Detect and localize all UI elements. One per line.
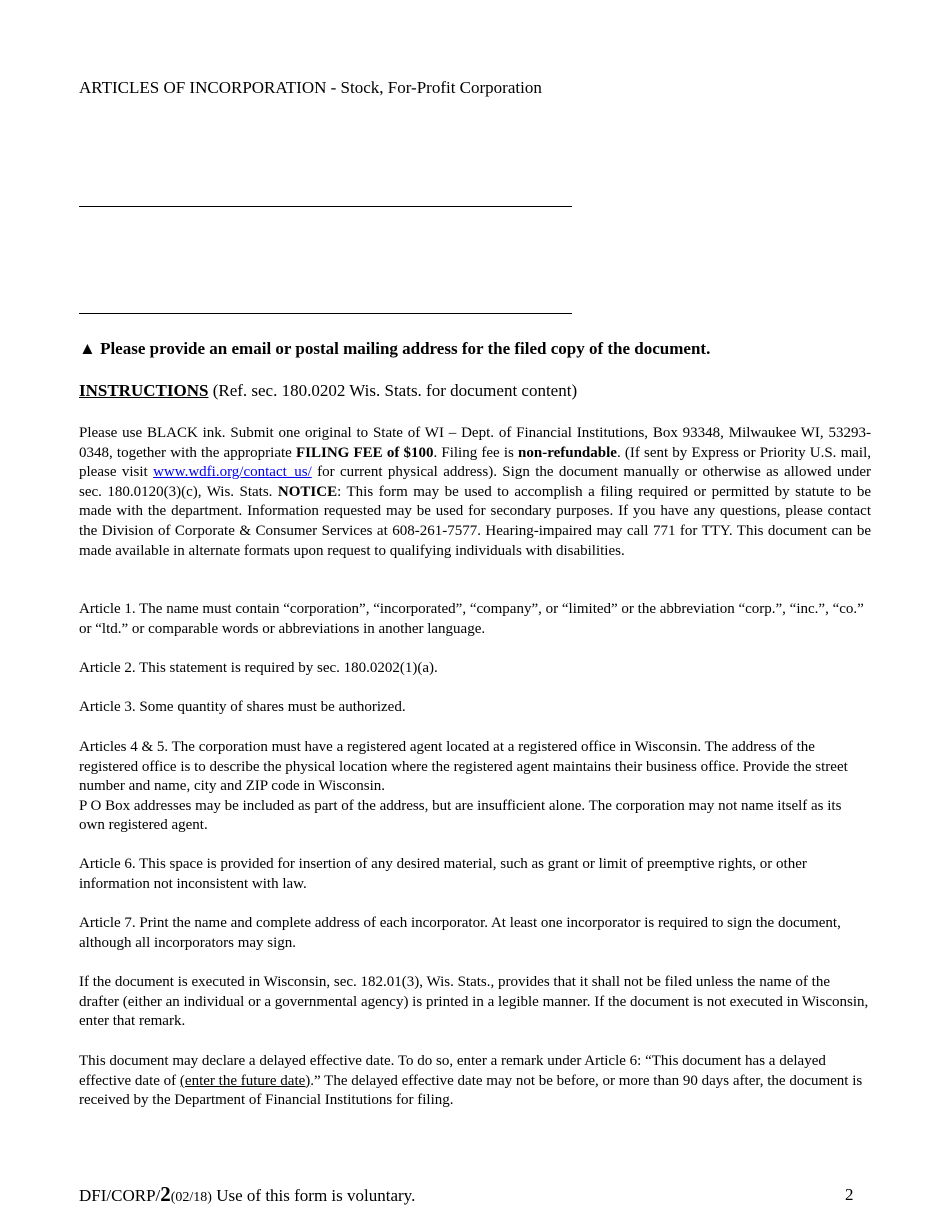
voluntary-note: Use of this form is voluntary. (211, 1186, 416, 1205)
instructions-reference: (Ref. sec. 180.0202 Wis. Stats. for document content) (212, 381, 578, 400)
mailing-notice-text: Please provide an email or postal mailing address for the filed copy of the document. (100, 339, 711, 358)
intro-text-1: Please use BLACK ink. Submit one original to State of WI – Dept. of Financial Institutions, Box 93348, Milwaukee WI, 53293-0348, together with the appropriate (79, 425, 871, 461)
document-title: ARTICLES OF INCORPORATION - Stock, For-Profit Corporation (79, 78, 542, 97)
form-id-prefix: DFI/CORP/ (79, 1186, 161, 1205)
notice-label: NOTICE (277, 483, 338, 500)
article-6-instruction: Article 6. This space is provided for insertion of any desired material, such as grant or limit of preemptive rights, or other information not inconsistent with law. (79, 856, 807, 892)
form-number: 2 (160, 1182, 171, 1206)
non-refundable-label: non-refundable (518, 444, 617, 461)
instructions-intro (79, 424, 871, 561)
article-3-instruction: Article 3. Some quantity of shares must be authorized. (79, 699, 406, 715)
intro-text-5: : This form may be used to accomplish a filing required or permitted by statute to be made with the department. Information requested may be used for secondary purposes. If you have any questions, please contact the Division of Corporate & Consumer Services at 608-261-7577. Hearing-impaired may call 771 for TTY. This document can be made available in alternate formats upon request to qualifying individuals with disabilities. (79, 483, 871, 559)
articles-4-5-po-box-text: P O Box addresses may be included as part of the address, but are insufficient alone. The corporation may not name itself as its own registered agent. (79, 797, 842, 834)
delayed-text-1: This document may declare a delayed effective date. To do so, enter a remark under Article 6: “This document has a delayed effective date of (79, 1053, 826, 1089)
article-7-instruction: Article 7. Print the name and complete address of each incorporator. At least one incorporator is required to sign the document, although all incorporators may sign. (79, 915, 841, 951)
mailing-address-notice (79, 339, 710, 359)
instructions-heading (79, 381, 577, 401)
address-blank-line-2 (79, 313, 572, 314)
articles-4-5-instruction (79, 738, 871, 836)
contact-us-link[interactable]: www.wdfi.org/contact_us/ (153, 464, 312, 481)
intro-text-2: . Filing fee is (433, 444, 519, 461)
page-number: 2 (845, 1185, 854, 1204)
execution-instruction: If the document is executed in Wisconsin, sec. 182.01(3), Wis. Stats., provides that it shall not be filed unless the name of the drafter (either an individual or a governmental agency) is printed in a legible manner. If the document is not executed in Wisconsin, enter that remark. (79, 974, 869, 1030)
address-blank-line-1 (79, 206, 572, 207)
filing-fee: FILING FEE of $100 (295, 444, 434, 461)
future-date-placeholder: (enter the future date) (179, 1072, 311, 1089)
intro-text-3: . (If sent by Express or Priority U.S. mail, please visit (79, 444, 871, 481)
form-revision-date: (02/18) (170, 1190, 212, 1205)
form-footer (79, 1183, 415, 1209)
articles-4-5-text: Articles 4 & 5. The corporation must have a registered agent located at a registered office in Wisconsin. The address of the registered office is to describe the physical location where the registered agent maintains their business office. Provide the street number and name, city and ZIP code in Wisconsin. (79, 739, 848, 795)
intro-text-4: for current physical address). Sign the document manually or otherwise as allowed under sec. 180.0120(3)(c), Wis. Stats. (79, 464, 871, 500)
article-2-instruction: Article 2. This statement is required by sec. 180.0202(1)(a). (79, 660, 438, 676)
article-1-instruction: Article 1. The name must contain “corporation”, “incorporated”, “company”, or “limited” or the abbreviation “corp.”, “inc.”, “co.” or “ltd.” or comparable words or abbreviations in another language. (79, 601, 864, 637)
delayed-effective-date-instruction (79, 1052, 871, 1111)
delayed-text-2: .” The delayed effective date may not be before, or more than 90 days after, the document is received by the Department of Financial Institutions for filing. (79, 1072, 863, 1109)
instructions-label: INSTRUCTIONS (79, 381, 209, 400)
up-triangle-icon: ▲ (79, 339, 96, 358)
